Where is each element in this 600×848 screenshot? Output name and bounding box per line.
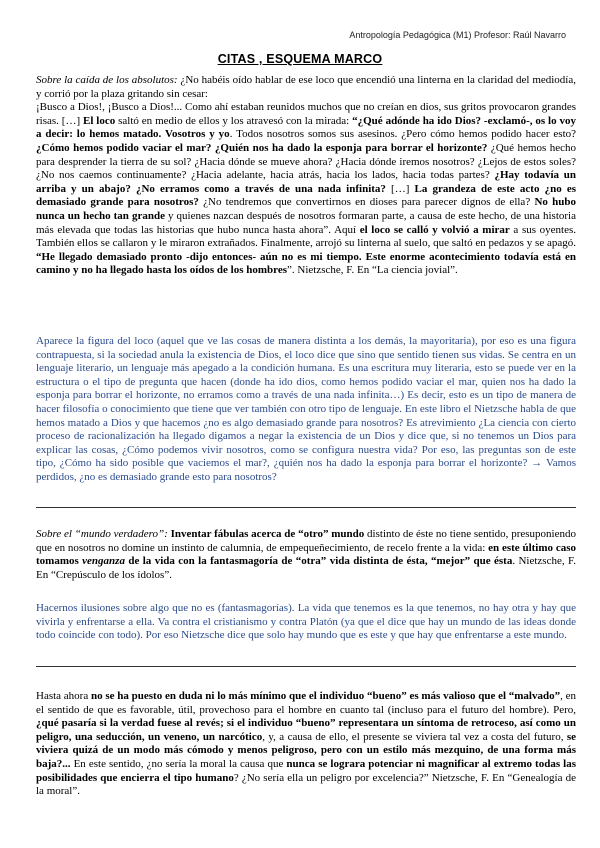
- quote-bold: “He llegado demasiado pronto -dijo entonces- aún no es mi tiempo. Este enorme acontecimiento todavía está en camino y no ha llegado hasta los oídos de los hombres: [36, 250, 576, 277]
- quote-text: ¿No tendremos que convertirnos en dioses para parecer dignos de ella?: [198, 196, 535, 209]
- quote-bold: nunca se lograra potenciar ni magnificar al extremo todas las posibilidades que encierra el tipo humano: [36, 757, 576, 784]
- course-header: Antropología Pedagógica (M1) Profesor: Raúl Navarro: [349, 30, 566, 40]
- quote-bold: se viviera quizá de un modo más cómodo y menos peligroso, pero con un estilo más mezquino, de una forma más baja?...: [36, 730, 577, 770]
- quote-bold: de la vida con la fantasmagoría de “otra” vida distinta de ésta, “mejor” que ésta: [124, 555, 513, 568]
- quote-text: ¿No habéis oído hablar de ese loco que encendió una linterna en la claridad del mediodía, y corrió por la plaza gritando sin cesar:: [36, 74, 576, 100]
- topic-label: Sobre el “mundo verdadero”:: [36, 528, 168, 540]
- quote-text: […]: [385, 182, 415, 195]
- comment-absolutes: [36, 335, 576, 485]
- comment-true-world: [36, 602, 576, 643]
- topic-label: Sobre la caída de los absolutos:: [36, 74, 178, 86]
- quote-bold: No hubo nunca un hecho tan grande: [36, 196, 576, 222]
- comment-text: Aparece la figura del loco (aquel que ve las cosas de manera distinta a los demás, la mayoritaria), por eso es una figura contrapuesta, si la sociedad anula la existencia de Dios, el loco dice que sino que sentido tienen sus vidas. Se centra en un lenguaje literario, un lenguaje más apegado a la condición humana. Es una escritura muy literaria, esto se puede ver en la estructura o el tipo de pregunta que hacen (donde ha ido dios, como hemos podido vaciar el mar, quien nos ha dado la esponja para borrar el horizonte, no erramos como a través de una nada infinita…) Es decir, esto es un tipo de manera de hacer filosofía o conocimiento que tiene que ver también con otro tipo de lenguaje. En este libro el Nietzsche habla de que hemos matado a Dios y que hacemos ¿no es algo demasiado grande para nosotros? Es atrevimiento ¿La ciencia con cierto proceso de racionalización ha llegado digamos a negar la existencia de un Dios y dice que, si no tenemos un Dios para explicar las cosas, ¿Cómo podemos vivir nosotros, como se configura nuestra vida? Por eso, las preguntas son de este tipo, ¿Cómo ha sido posible que vaciemos el mar?, ¿quién nos ha dado la esponja para borrar el horizonte? → Vamos perdidos, ¿no es demasiado grande esto para nosotros?: [36, 335, 576, 483]
- quote-text: distinto de éste no tiene sentido, presuponiendo que en nosotros no domine un instinto de calumnia, de empequeñecimiento, de recelo frente a la vida:: [36, 528, 576, 554]
- quote-absolutes: [36, 74, 576, 278]
- quote-bold: “¿Qué adónde ha ido Dios? -exclamó-, os lo voy a decir: lo hemos matado. Vosotros y yo: [36, 114, 576, 141]
- quote-text: Hasta ahora: [36, 690, 91, 702]
- quote-text: En este sentido, ¿no sería la moral la causa que: [70, 757, 287, 770]
- quote-bold: La grandeza de este acto ¿no es demasiado grande para nosotros?: [36, 182, 576, 209]
- quote-bold: el loco se calló y volvió a mirar: [359, 223, 510, 236]
- quote-text: . Nietzsche, F. En “Crepúsculo de los ídolos”.: [36, 555, 576, 581]
- quote-true-world: [36, 528, 576, 582]
- comment-text: Hacernos ilusiones sobre algo que no es (fantasmagorías). La vida que tenemos es la que tenemos, no hay otra y hay que vivirla y enfrentarse a ella. Va contra el cristianismo y contra Platón (ya que el dice que hay un mundo de las ideas donde todo coincide con todo). Por eso Nietzsche dice que solo hay mundo que es este y que hay que enfrentarse a este mundo.: [36, 602, 576, 642]
- quote-text: saltó en medio de ellos y los atravesó con la mirada:: [115, 114, 353, 127]
- quote-bold: ¿qué pasaría si la verdad fuese al revés; si el individuo “bueno” representara un síntoma de retroceso, así como un peligro, una seducción, un veneno, un narcótico: [36, 717, 576, 743]
- page-title: CITAS , ESQUEMA MARCO: [217, 52, 383, 66]
- quote-bold-italic: venganza: [82, 555, 125, 568]
- quote-text: ¡Busco a Dios!, ¡Busco a Dios!... Como ahí estaban reunidos muchos que no creían en dios, sus gritos provocaron grandes risas. […]: [36, 101, 576, 127]
- quote-bold: ¿Hay todavía un arriba y un abajo? ¿No erramos como a través de una nada infinita?: [36, 169, 576, 195]
- quote-text: ? ¿No sería ella un peligro por excelencia?” Nietzsche, F. En “Genealogía de la moral”.: [36, 771, 576, 798]
- quote-bold: Inventar fábulas acerca de “otro” mundo: [167, 528, 365, 540]
- quote-text: ¿Qué hemos hecho para desprender la tierra de su sol? ¿Hacia dónde se mueve ahora? ¿Hacia dónde iremos nosotros? ¿Lejos de estos soles? ¿No nos caemos continuamente? ¿Hacia adelante, hacia atrás, hacia los lados, hacia todas partes?: [36, 141, 576, 182]
- quote-text: a sus oyentes. También ellos se callaron y le miraron extrañados. Finalmente, arrojó su linterna al suelo, que saltó en pedazos y se apagó.: [36, 223, 576, 250]
- quote-text: . Todos nosotros somos sus asesinos. ¿Pero cómo hemos podido hacer esto?: [229, 128, 577, 141]
- section-divider: [36, 666, 576, 667]
- quote-morality: [36, 690, 576, 799]
- quote-text: ”. Nietzsche, F. En “La ciencia jovial”.: [287, 264, 458, 277]
- quote-bold: ¿Cómo hemos podido vaciar el mar? ¿Quién nos ha dado la esponja para borrar el horizonte?: [36, 141, 488, 154]
- quote-text: y quienes nazcan después de nosotros formaran parte, a causa de este hecho, de una historia más elevada que todas las historias que hubo nunca hasta ahora”. Aquí: [36, 209, 576, 236]
- section-divider: [36, 507, 576, 508]
- quote-bold: El loco: [83, 114, 116, 127]
- quote-bold: en este último caso tomamos: [36, 541, 576, 568]
- quote-text: , y, a causa de ello, el presente se viviera tal vez a costa del futuro,: [262, 730, 567, 743]
- quote-bold: no se ha puesto en duda ni lo más mínimo que el individuo “bueno” es más valioso que el “malvado”: [90, 690, 561, 702]
- quote-text: , en el sentido de que es favorable, útil, provechoso para el hombre en cuanto tal (incluso para el futuro del hombre). Pero,: [36, 690, 576, 716]
